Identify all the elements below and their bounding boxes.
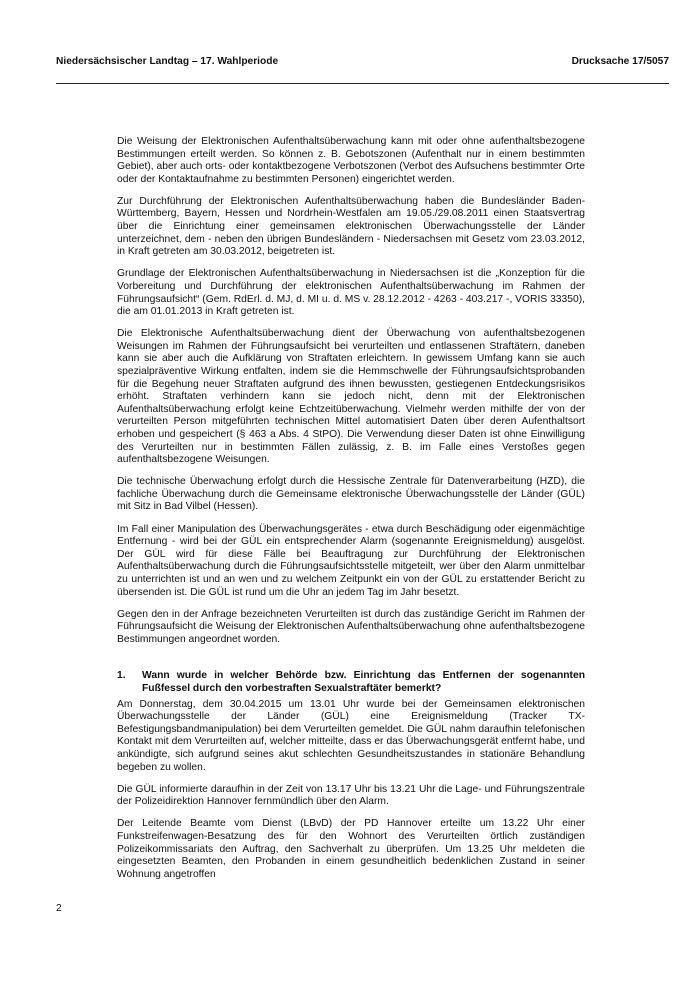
answer-paragraph: Die GÜL informierte daraufhin in der Zeit von 13.17 Uhr bis 13.21 Uhr die Lage- und Führungszentrale der Polizeidirektion Hannover fernmündlich über den Alarm. [117, 783, 585, 808]
intro-paragraph: Zur Durchführung der Elektronischen Aufenthaltsüberwachung haben die Bundesländer Baden-Württemberg, Bayern, Hessen und Nordrhein-Westfalen am 19.05./29.08.2011 einen Staatsvertrag über die Einrichtung einer gemeinsamen elektronischen Überwachungsstelle der Länder unterzeichnet, dem - neben den übrigen Bundesländern - Niedersachsen mit Gesetz vom 23.03.2012, in Kraft getreten am 30.03.2012, beigetreten ist. [117, 195, 585, 258]
header-divider [56, 83, 669, 84]
page-number: 2 [56, 903, 62, 914]
intro-paragraph: Im Fall einer Manipulation des Überwachungsgerätes - etwa durch Beschädigung oder eigenmächtige Entfernung - wird bei der GÜL ein entsprechender Alarm (sogenannte Ereignismeldung) ausgelöst. Der GÜL wird für diese Fälle bei Beauftragung zur Durchführung der Elektronischen Aufenthaltsüberwachung durch die Führungsaufsichtsstelle mitgeteilt, wer über den Alarm unmittelbar zu unterrichten ist und an wen und zu welchem Zeitpunkt ein von der GÜL zu erstattender Bericht zu übersenden ist. Die GÜL ist rund um die Uhr an jedem Tag im Jahr besetzt. [117, 523, 585, 598]
header-document-number: Drucksache 17/5057 [571, 56, 669, 67]
intro-paragraph: Grundlage der Elektronischen Aufenthaltsüberwachung in Niedersachsen ist die „Konzeption für die Vorbereitung und Durchführung der elektronischen Aufenthaltsüberwachung im Rahmen der Führungsaufsicht“ (Gem. RdErl. d. MJ, d. MI u. d. MS v. 28.12.2012 - 4263 - 403.217 -, VORIS 33350), die am 01.01.2013 in Kraft getreten ist. [117, 268, 585, 318]
question-number: 1. [117, 670, 126, 682]
answer-paragraph: Am Donnerstag, dem 30.04.2015 um 13.01 Uhr wurde bei der Gemeinsamen elektronischen Überwachungsstelle der Länder (GÜL) eine Ereignismeldung (Tracker TX-Befestigungsbandmanipulation) bei dem Verurteilten gemeldet. Die GÜL nahm daraufhin telefonischen Kontakt mit dem Verurteilten auf, welcher mitteilte, dass er das Überwachungsgerät entfernt habe, und ankündigte, sich aufgrund seines akut schlechten Gesundheitszustandes in stationäre Behandlung begeben zu wollen. [117, 698, 585, 773]
intro-paragraph: Die technische Überwachung erfolgt durch die Hessische Zentrale für Datenverarbeitung (HZD), die fachliche Überwachung durch die Gemeinsame elektronische Überwachungsstelle der Länder (GÜL) mit Sitz in Bad Vilbel (Hessen). [117, 476, 585, 513]
intro-paragraph: Die Elektronische Aufenthaltsüberwachung dient der Überwachung von aufenthaltsbezogenen Weisungen im Rahmen der Führungsaufsicht bei verurteilten und entlassenen Straftätern, daneben kann sie aber auch die Aufklärung von Straftaten erleichtern. In gewissem Umfang kann sie auch spezialpräventive Wirkung entfalten, indem sie die Hemmschwelle der Führungsaufsichtsprobanden für die Begehung neuer Straftaten aufgrund des ihnen bewussten, gestiegenen Entdeckungsrisikos erhöht. Straftaten verhindern kann sie jedoch nicht, denn mit der Elektronischen Aufenthaltsüberwachung erfolgt keine Echtzeitüberwachung. Vielmehr werden mithilfe der von der verurteilten Person mitgeführten technischen Mittel automatisiert Daten über deren Aufenthaltsort erhoben und gespeichert (§ 463 a Abs. 4 StPO). Die Verwendung dieser Daten ist ohne Einwilligung des Verurteilten nur in bestimmten Fällen zulässig, z. B. im Falle eines Verstoßes gegen aufenthaltsbezogene Weisungen. [117, 328, 585, 466]
answer-paragraph: Der Leitende Beamte vom Dienst (LBvD) der PD Hannover erteilte um 13.22 Uhr einer Funkstreifenwagen-Besatzung des für den Wohnort des Verurteilten örtlich zuständigen Polizeikommissariats den Auftrag, den Sachverhalt zu überprüfen. Um 13.25 Uhr meldeten die eingesetzten Beamten, den Probanden in einem gesundheitlich bedenklichen Zustand in seiner Wohnung angetroffen [117, 818, 585, 880]
question-text: Wann wurde in welcher Behörde bzw. Einrichtung das Entfernen der sogenannten Fußfessel durch den vorbestraften Sexualstraftäter bemerkt? [142, 670, 585, 694]
question-heading [117, 670, 585, 695]
header-parliament-title: Niedersächsischer Landtag – 17. Wahlperiode [56, 56, 279, 67]
document-body [117, 136, 585, 891]
intro-paragraph: Gegen den in der Anfrage bezeichneten Verurteilten ist durch das zuständige Gericht im Rahmen der Führungsaufsicht die Weisung der Elektronischen Aufenthaltsüberwachung ohne aufenthaltsbezogene Bestimmungen angeordnet worden. [117, 608, 585, 645]
intro-paragraph: Die Weisung der Elektronischen Aufenthaltsüberwachung kann mit oder ohne aufenthaltsbezogene Bestimmungen erteilt werden. So können z. B. Gebotszonen (Aufenthalt nur in einem bestimmten Gebiet), aber auch orts- oder kontaktbezogene Verbotszonen (Verbot des Aufsuchens bestimmter Orte oder der Kontaktaufnahme zu bestimmten Personen) eingerichtet werden. [117, 136, 585, 185]
